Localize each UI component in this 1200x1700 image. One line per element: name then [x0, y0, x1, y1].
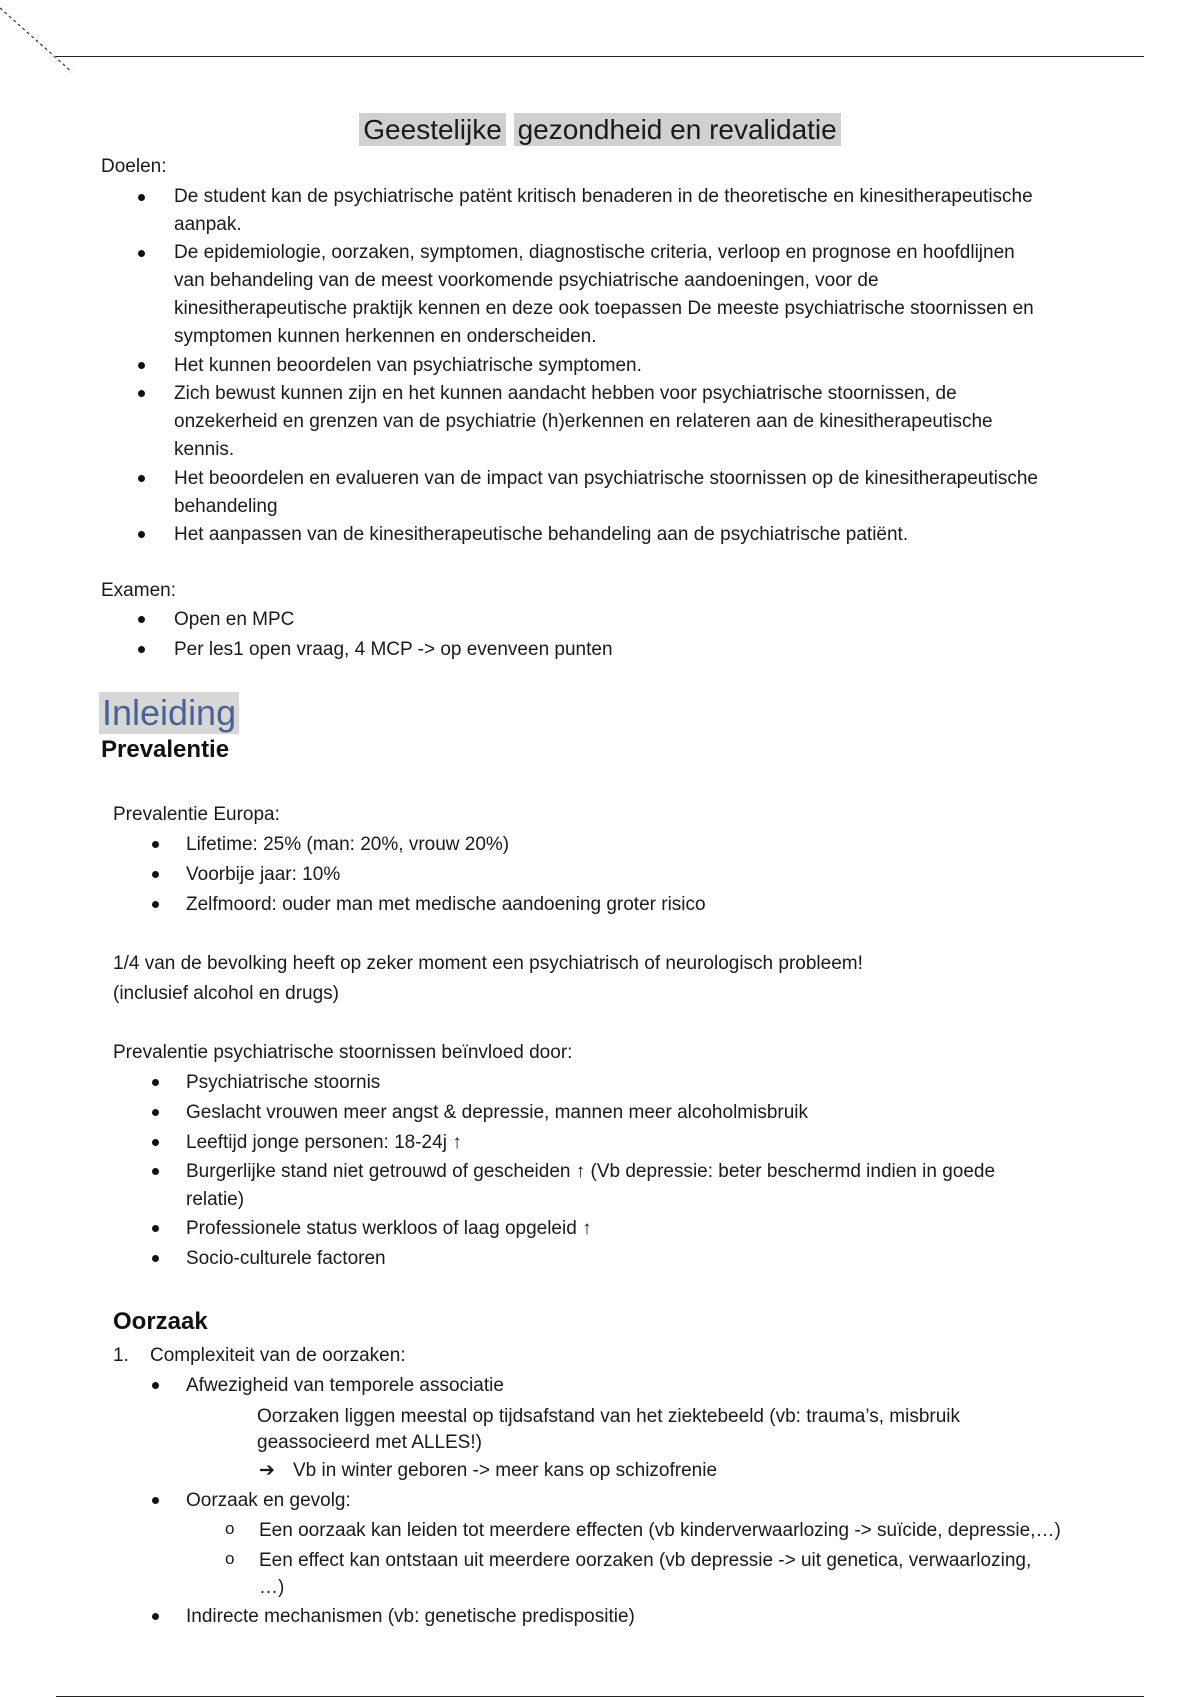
- beinvloed-label: Prevalentie psychiatrische stoornissen beïnvloed door:: [113, 1042, 573, 1063]
- doelen-item-2-line-4: symptomen kunnen herkennen en onderscheiden.: [174, 326, 597, 347]
- doelen-item-2-line-3: kinesitherapeutische praktijk kennen en deze ook toepassen De meeste psychiatrische stoornissen en: [174, 298, 1034, 319]
- bullet-dot: [138, 475, 145, 482]
- bullet-dot: [152, 1225, 159, 1232]
- arrow-example: Vb in winter geboren -> meer kans op schizofrenie: [293, 1460, 718, 1481]
- sub-bullet-o: o: [225, 1519, 235, 1538]
- bullet-dot: [152, 1382, 159, 1389]
- bullet-dot: [138, 250, 145, 257]
- examen-label: Examen:: [101, 580, 176, 601]
- beinvloed-item-4-line-1: Burgerlijke stand niet getrouwd of gescheiden ↑ (Vb depressie: beter beschermd indien in goede: [186, 1161, 996, 1182]
- doelen-item-3: Het kunnen beoordelen van psychiatrische symptomen.: [174, 355, 642, 376]
- title-word-1: Geestelijke: [359, 113, 506, 146]
- beinvloed-item-3: Leeftijd jonge personen: 18-24j ↑: [186, 1132, 462, 1153]
- doelen-item-1-line-1: De student kan de psychiatrische patënt kritisch benaderen in de theoretische en kinesitherapeutische: [174, 186, 1033, 207]
- doelen-item-4-line-3: kennis.: [174, 439, 235, 460]
- title-word-2: gezondheid en revalidatie: [514, 113, 841, 146]
- prevalentie-lifetime: Lifetime: 25% (man: 20%, vrouw 20%): [186, 834, 510, 855]
- oorzaak-gevolg-item: Oorzaak en gevolg:: [186, 1490, 351, 1511]
- doelen-item-2-line-1: De epidemiologie, oorzaken, symptomen, diagnostische criteria, verloop en prognose en hoofdlijnen: [174, 242, 1015, 263]
- bullet-dot: [152, 841, 159, 848]
- quarter-note: (inclusief alcohol en drugs): [113, 983, 340, 1004]
- oorzaak-number: 1.: [113, 1345, 129, 1366]
- bullet-dot: [152, 1079, 159, 1086]
- doelen-label: Doelen:: [101, 156, 167, 177]
- beinvloed-item-1: Psychiatrische stoornis: [186, 1072, 381, 1093]
- doelen-item-5-line-2: behandeling: [174, 496, 278, 517]
- bullet-dot: [138, 616, 145, 623]
- bullet-dot: [138, 390, 145, 397]
- bullet-dot: [138, 194, 145, 201]
- doelen-item-1-line-2: aanpak.: [174, 214, 242, 235]
- afwezigheid-text-line-1: Oorzaken liggen meestal op tijdsafstand van het ziektebeeld (vb: trauma’s, misbruik: [257, 1406, 961, 1427]
- header-rule: [56, 56, 1144, 57]
- bullet-dot: [152, 901, 159, 908]
- beinvloed-item-6: Socio-culturele factoren: [186, 1248, 386, 1269]
- bullet-dot: [152, 1168, 159, 1175]
- indirecte-mechanismen: Indirecte mechanismen (vb: genetische predispositie): [186, 1606, 635, 1627]
- bullet-dot: [152, 1109, 159, 1116]
- beinvloed-item-2: Geslacht vrouwen meer angst & depressie, mannen meer alcoholmisbruik: [186, 1102, 809, 1123]
- bullet-dot: [152, 1613, 159, 1620]
- heading-inleiding: Inleiding: [99, 692, 239, 734]
- quarter-statement: 1/4 van de bevolking heeft op zeker moment een psychiatrisch of neurologisch probleem!: [113, 953, 863, 974]
- document-title: [0, 114, 1200, 146]
- prevalentie-europa-label: Prevalentie Europa:: [113, 804, 280, 825]
- doelen-item-4-line-2: onzekerheid en grenzen van de psychiatrie (h)erkennen en relateren aan de kinesitherapeutische: [174, 411, 993, 432]
- prevalentie-voorbije-jaar: Voorbije jaar: 10%: [186, 864, 341, 885]
- doelen-item-4-line-1: Zich bewust kunnen zijn en het kunnen aandacht hebben voor psychiatrische stoornissen, de: [174, 383, 957, 404]
- heading-prevalentie: Prevalentie: [101, 736, 230, 763]
- arrow-icon: ➔: [259, 1460, 275, 1481]
- examen-item-2: Per les1 open vraag, 4 MCP -> op evenveen punten: [174, 639, 613, 660]
- afwezigheid-item: Afwezigheid van temporele associatie: [186, 1375, 504, 1396]
- bullet-dot: [138, 531, 145, 538]
- afwezigheid-text-line-2: geassocieerd met ALLES!): [257, 1432, 482, 1453]
- beinvloed-item-4-line-2: relatie): [186, 1189, 245, 1210]
- footer-rule: [56, 1696, 1144, 1697]
- doelen-item-2-line-2: van behandeling van de meest voorkomende psychiatrische aandoeningen, voor de: [174, 270, 879, 291]
- bullet-dot: [138, 362, 145, 369]
- oorzaak-item-1: Complexiteit van de oorzaken:: [150, 1345, 406, 1366]
- bullet-dot: [152, 871, 159, 878]
- gevolg-sub-1: Een oorzaak kan leiden tot meerdere effecten (vb kinderverwaarlozing -> suïcide, depressie,…): [259, 1520, 1061, 1541]
- examen-item-1: Open en MPC: [174, 609, 295, 630]
- sub-bullet-o: o: [225, 1549, 235, 1568]
- beinvloed-item-5: Professionele status werkloos of laag opgeleid ↑: [186, 1218, 592, 1239]
- gevolg-sub-2-line-2: …): [259, 1577, 285, 1598]
- gevolg-sub-2-line-1: Een effect kan ontstaan uit meerdere oorzaken (vb depressie -> uit genetica, verwaarlozing,: [259, 1550, 1032, 1571]
- doelen-item-5-line-1: Het beoordelen en evalueren van de impact van psychiatrische stoornissen op de kinesitherapeutische: [174, 468, 1038, 489]
- prevalentie-zelfmoord: Zelfmoord: ouder man met medische aandoening groter risico: [186, 894, 706, 915]
- corner-cut-mark: [0, 0, 80, 80]
- heading-oorzaak: Oorzaak: [113, 1308, 208, 1335]
- bullet-dot: [138, 646, 145, 653]
- bullet-dot: [152, 1497, 159, 1504]
- doelen-item-6: Het aanpassen van de kinesitherapeutische behandeling aan de psychiatrische patiënt.: [174, 524, 909, 545]
- bullet-dot: [152, 1255, 159, 1262]
- bullet-dot: [152, 1139, 159, 1146]
